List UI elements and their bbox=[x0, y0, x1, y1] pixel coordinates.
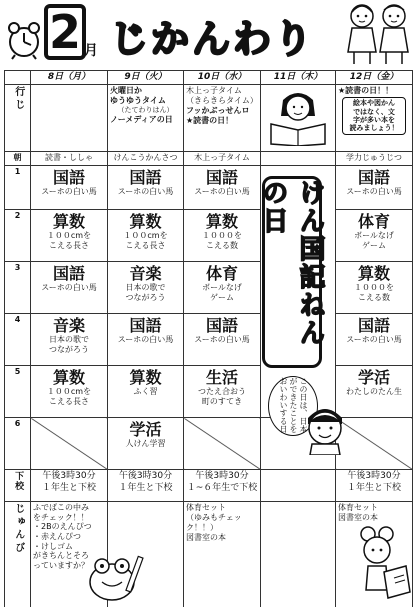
day-header-fri: 12日（金） bbox=[336, 71, 413, 85]
gekou-tue: 午後3時30分 １年生と下校 bbox=[108, 470, 184, 502]
page-title: じかんわり bbox=[110, 17, 316, 61]
gyoji-wed: 木上っ子タイム （きらきらタイム） フッかぶっせんロ ★読書の日！ bbox=[184, 85, 261, 152]
boy-face-icon bbox=[300, 400, 350, 455]
row-label-p3: 3 bbox=[5, 262, 31, 314]
day-header-row bbox=[5, 71, 413, 85]
junbi-thu bbox=[261, 502, 336, 607]
speech-bubble: この日は、日本ができたことをおいわいする日 bbox=[268, 376, 318, 436]
p3-tue: 音楽 日本の歌で つながろう bbox=[108, 262, 184, 314]
row-label-p2: 2 bbox=[5, 210, 31, 262]
row-label-p4: 4 bbox=[5, 314, 31, 366]
reading-teacher-icon bbox=[263, 86, 333, 146]
period-2-row bbox=[5, 210, 413, 262]
p4-fri: 国語 スーホの白い馬 bbox=[336, 314, 413, 366]
thursday-holiday-banner: けん国記ねんの日 bbox=[262, 176, 322, 368]
asa-thu bbox=[261, 152, 336, 166]
p3-mon: 国語 スーホの白い馬 bbox=[31, 262, 108, 314]
p5-wed: 生活 つたえ合おう 町のすてき bbox=[184, 366, 261, 418]
period-5-row bbox=[5, 366, 413, 418]
row-label-gyoji: 行じ bbox=[5, 85, 31, 152]
p1-wed: 国語 スーホの白い馬 bbox=[184, 166, 261, 210]
mouse-with-book-icon bbox=[350, 520, 412, 602]
asa-row bbox=[5, 152, 413, 166]
gekou-mon: 午後3時30分 １年生と下校 bbox=[31, 470, 108, 502]
gyoji-fri: ★読書の日！！ 絵本や図かん ではなく、文 字が多い本を 読みましょう！ bbox=[336, 85, 413, 152]
gyoji-tue: 火曜日か ゆうゆうタイム （たてわりはん） ノーメディアの日 bbox=[108, 85, 184, 152]
row-label-p1: 1 bbox=[5, 166, 31, 210]
p2-fri: 体育 ボールなげ ゲーム bbox=[336, 210, 413, 262]
header bbox=[0, 0, 417, 68]
period-1-row bbox=[5, 166, 413, 210]
children-illustration-icon bbox=[340, 0, 415, 68]
gekou-row bbox=[5, 470, 413, 502]
period-4-row bbox=[5, 314, 413, 366]
asa-mon: 読書・ししゃ bbox=[31, 152, 108, 166]
row-label-p6: 6 bbox=[5, 418, 31, 470]
p4-wed: 国語 スーホの白い馬 bbox=[184, 314, 261, 366]
day-header-wed: 10日（水） bbox=[184, 71, 261, 85]
day-header-mon: 8日（月） bbox=[31, 71, 108, 85]
gekou-fri: 午後3時30分 １年生と下校 bbox=[336, 470, 413, 502]
p1-mon: 国語 スーホの白い馬 bbox=[31, 166, 108, 210]
reading-note-box: 絵本や図かん ではなく、文 字が多い本を 読みましょう！ bbox=[342, 97, 406, 135]
alarm-clock-icon bbox=[6, 20, 42, 60]
p2-mon: 算数 １００cmを こえる長さ bbox=[31, 210, 108, 262]
p2-wed: 算数 １０００を こえる数 bbox=[184, 210, 261, 262]
p6-mon bbox=[31, 418, 108, 470]
row-label-p5: 5 bbox=[5, 366, 31, 418]
p1-fri: 国語 スーホの白い馬 bbox=[336, 166, 413, 210]
asa-fri: 学力じゅうじつ bbox=[336, 152, 413, 166]
asa-tue: けんこうかんさつ bbox=[108, 152, 184, 166]
day-header-tue: 9日（火） bbox=[108, 71, 184, 85]
gyoji-row bbox=[5, 85, 413, 152]
p5-fri: 学活 わたしのたん生 bbox=[336, 366, 413, 418]
p3-wed: 体育 ボールなげ ゲーム bbox=[184, 262, 261, 314]
row-label-asa: 朝 bbox=[5, 152, 31, 166]
month-number: 2 bbox=[44, 4, 86, 60]
junbi-fri: 体育セット 図書室の本 bbox=[336, 502, 413, 607]
frog-with-pencil-icon bbox=[80, 552, 150, 604]
p5-tue: 算数 ふく習 bbox=[108, 366, 184, 418]
p4-mon: 音楽 日本の歌で つながろう bbox=[31, 314, 108, 366]
gekou-wed: 午後3時30分 １~６年生で下校 bbox=[184, 470, 261, 502]
gyoji-mon bbox=[31, 85, 108, 152]
junbi-mon: ふでばこの中み をチェック！！ ・2Bのえんぴつ ・赤えんぴつ ・けしゴム がきちんとそろ っていますか？ bbox=[31, 502, 108, 607]
gyoji-thu bbox=[261, 85, 336, 152]
p1-tue: 国語 スーホの白い馬 bbox=[108, 166, 184, 210]
p2-tue: 算数 １００cmを こえる長さ bbox=[108, 210, 184, 262]
period-3-row bbox=[5, 262, 413, 314]
row-label-gekou: 下校 bbox=[5, 470, 31, 502]
p5-mon: 算数 １００cmを こえる長さ bbox=[31, 366, 108, 418]
p3-fri: 算数 １０００を こえる数 bbox=[336, 262, 413, 314]
p6-wed bbox=[184, 418, 261, 470]
corner-cell bbox=[5, 71, 31, 85]
p6-tue: 学活 人けん学習 bbox=[108, 418, 184, 470]
period-6-row bbox=[5, 418, 413, 470]
gekou-thu bbox=[261, 470, 336, 502]
row-label-junbi: じゅんび bbox=[5, 502, 31, 607]
month-suffix: 月 bbox=[84, 43, 98, 59]
day-header-thu: 11日（木） bbox=[261, 71, 336, 85]
junbi-wed: 体育セット （ゆみもチェック！！） 図書室の本 bbox=[184, 502, 261, 607]
asa-wed: 木上っ子タイム bbox=[184, 152, 261, 166]
p4-tue: 国語 スーホの白い馬 bbox=[108, 314, 184, 366]
